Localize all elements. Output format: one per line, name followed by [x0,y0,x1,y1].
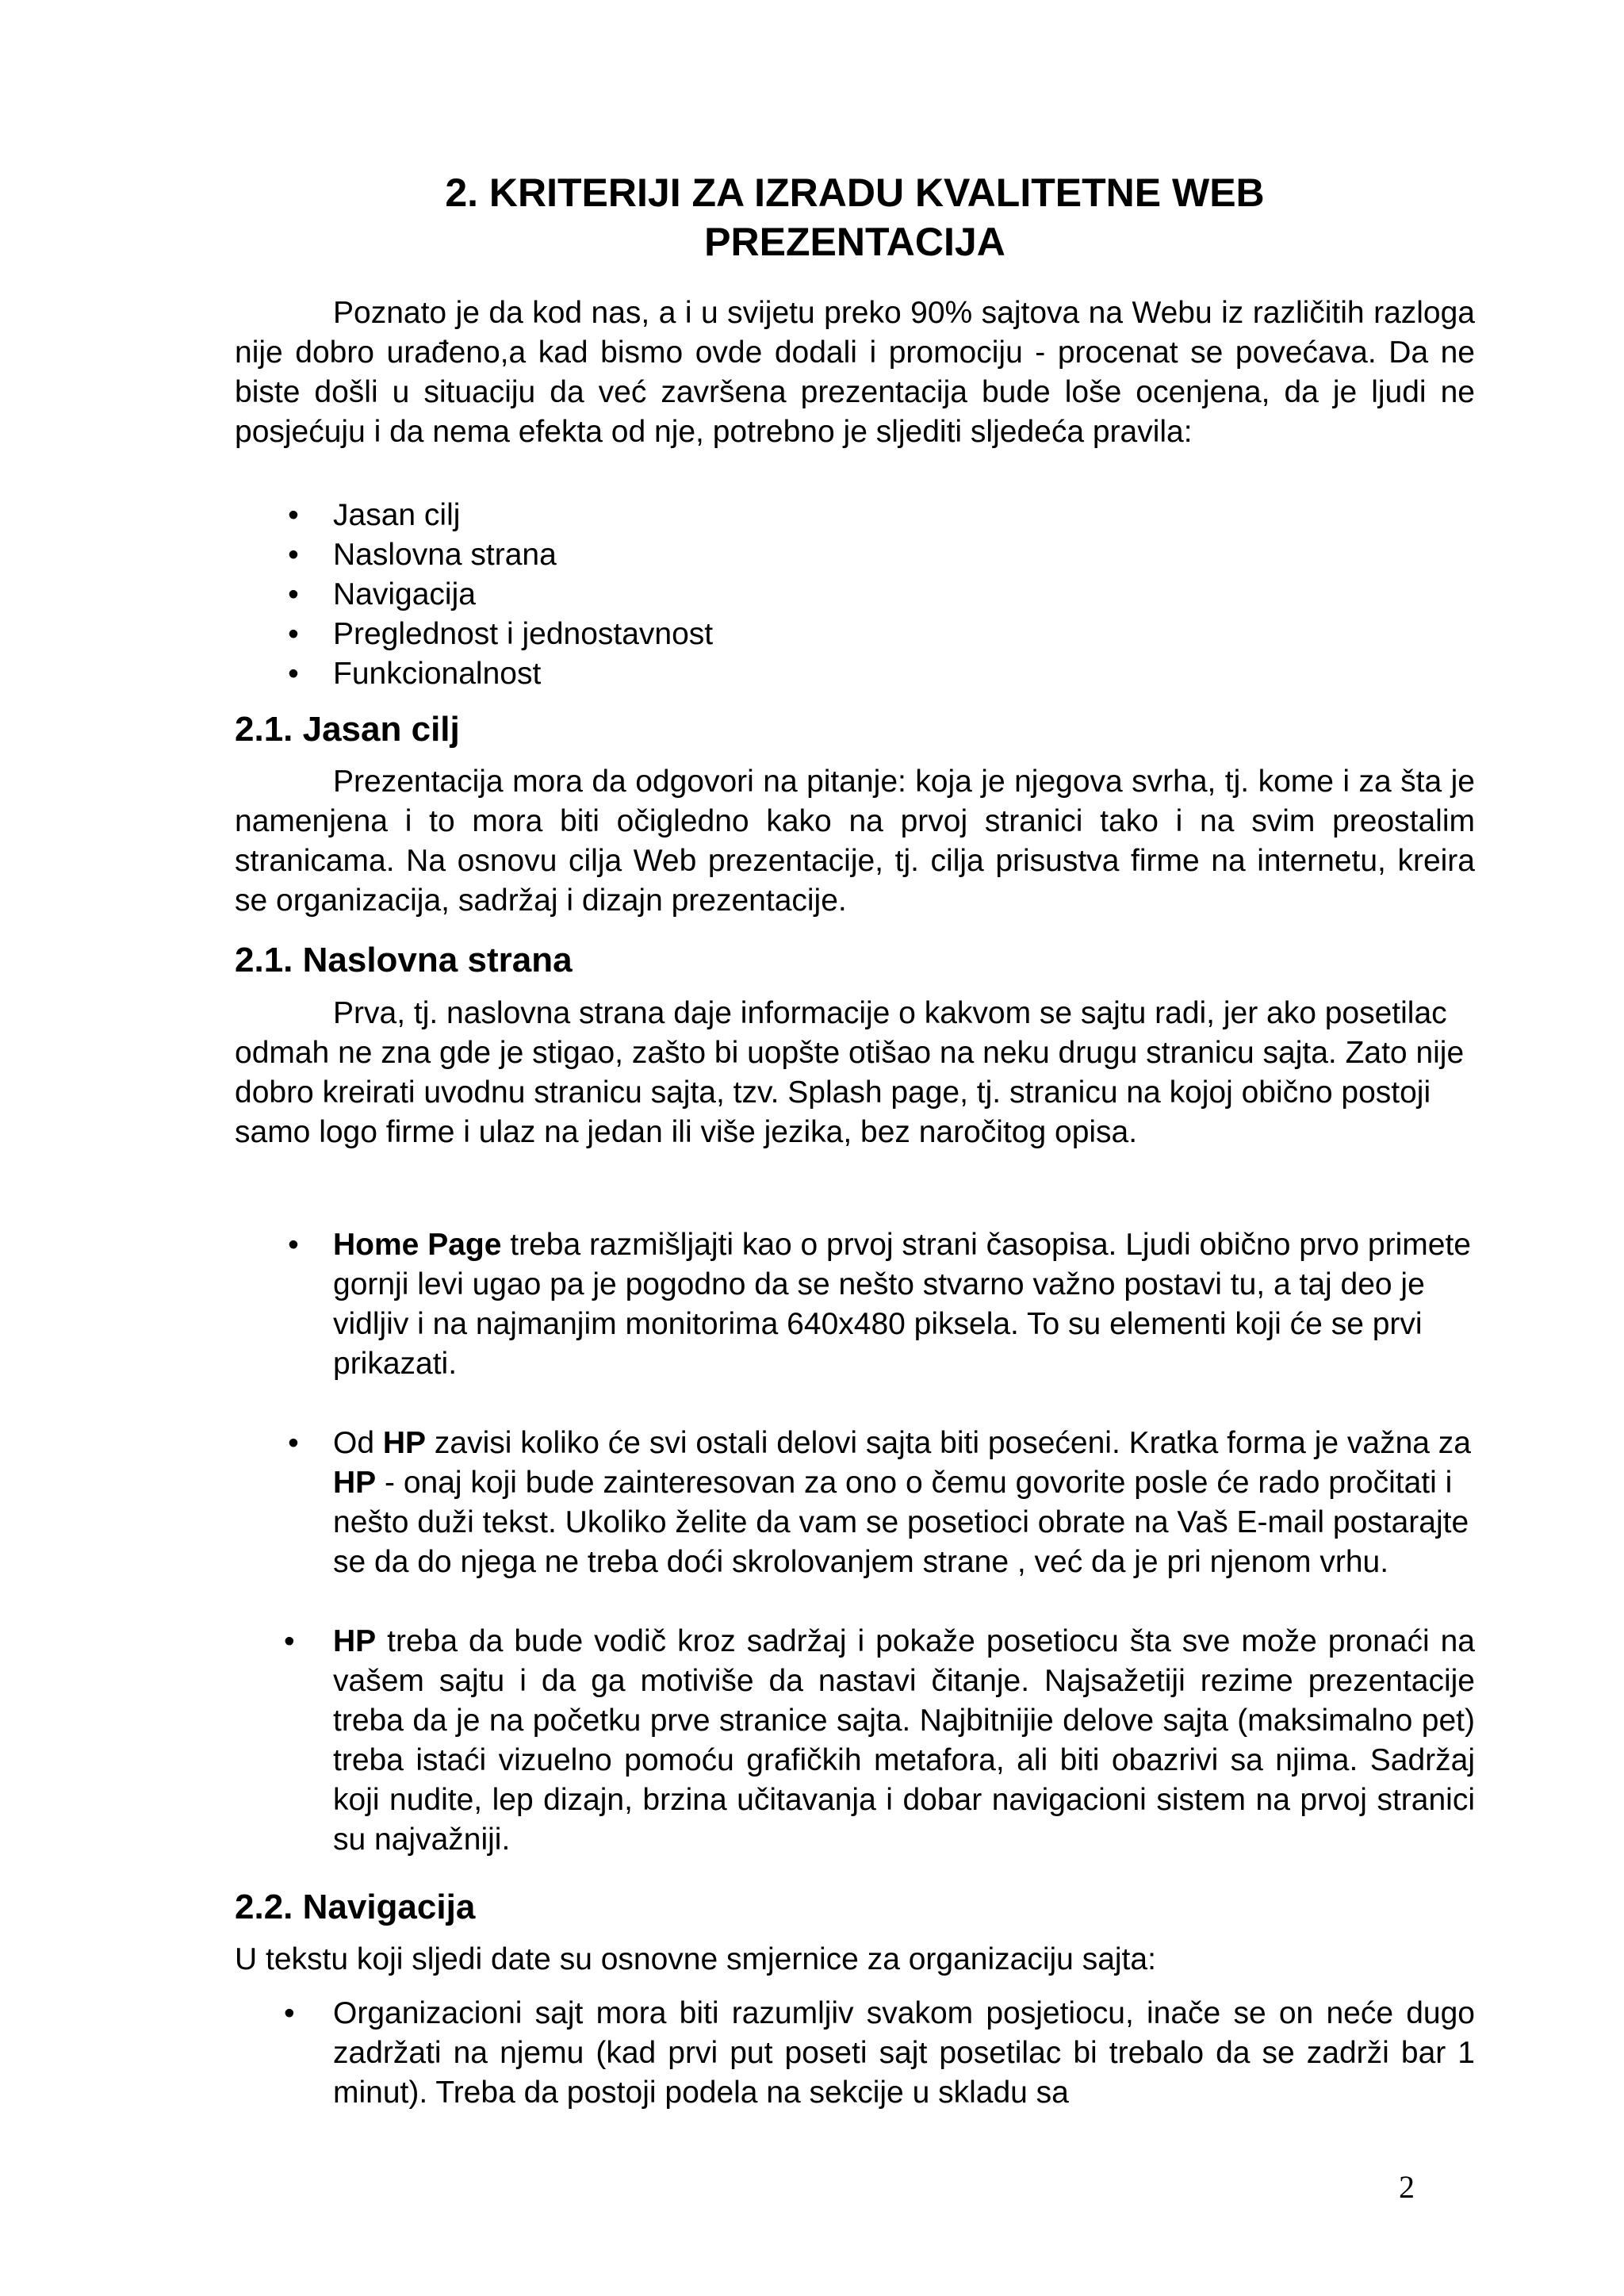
list-item-body: treba razmišljajti kao o prvoj strani časopisa. Ljudi obično prvo primete gornji levi ugao pa je pogodno da se nešto stvarno važno postavi tu, a taj deo je vidljiv i na najmanjim monitorima 640x480 piksela. To su elementi koji će se prvi prikazati. [333,1228,1471,1381]
section-paragraph-jasan-cilj: Prezentacija mora da odgovori na pitanje: koja je njegova svrha, tj. kome i za šta je namenjena i to mora biti očigledno kako na prvoj stranici tako i na svim preostalim stranicama. Na osnovu cilja Web prezentacije, tj. cilja prisustva firme na internetu, kreira se organizacija, sadržaj i dizajn prezentacije. [235,765,1475,918]
list-item-text: Jasan cilj [333,498,461,532]
bullet-icon: • [288,498,299,532]
list-item [235,1225,1475,1384]
bold-term: HP [382,1426,427,1460]
list-item [235,496,1475,535]
section-heading-jasan-cilj: 2.1. Jasan cilj [235,710,460,749]
bullet-icon: • [288,617,299,651]
bullet-icon: • [288,657,299,691]
list-item-text: Funkcionalnost [333,657,542,691]
navigation-list [235,1994,1475,2113]
list-item [235,654,1475,694]
list-item [235,1994,1475,2113]
page-title-line-2: PREZENTACIJA [704,220,1005,264]
list-item [235,1622,1475,1860]
list-item-text: Preglednost i jednostavnost [333,617,714,651]
home-page-list [235,1225,1475,1899]
list-item [235,615,1475,654]
bold-term: Home Page [333,1228,502,1262]
list-item [235,1424,1475,1582]
list-item [235,535,1475,575]
list-item-text [333,1225,1475,1384]
section-intro-navigacija: U tekstu koji sljedi date su osnovne smjernice za organizaciju sajta: [235,1942,1156,1976]
list-item-body: - onaj koji bude zainteresovan za ono o čemu govorite posle će rado pročitati i nešto duži tekst. Ukoliko želite da vam se posetioci obrate na Vaš E-mail postarajte se da do njega ne treba doći skrolovanjem strane , već da je pri njenom vrhu. [333,1466,1469,1579]
section-paragraph-naslovna-strana: Prva, tj. naslovna strana daje informacije o kakvom se sajtu radi, jer ako posetilac odmah ne zna gde je stigao, zašto bi uopšte otišao na neku drugu stranicu sajta. Zato nije dobro kreirati uvodnu stranicu sajta, tzv. Splash page, tj. stranicu na kojoj obično postoji samo logo firme i ulaz na jedan ili više jezika, bez naročitog opisa. [235,996,1465,1149]
list-item-body: zavisi koliko će svi ostali delovi sajta biti posećeni. Kratka forma je važna za [426,1426,1471,1460]
bullet-icon: • [288,538,299,572]
bullet-icon: • [288,1426,299,1460]
list-item-text [333,1424,1475,1582]
section-heading-naslovna-strana: 2.1. Naslovna strana [235,941,573,979]
bold-term: HP [333,1466,377,1500]
list-item-text: Naslovna strana [333,538,557,572]
page-title [235,168,1475,266]
bullet-icon: • [284,1624,295,1658]
bold-term: HP [333,1624,377,1658]
list-item-body: Od [333,1426,383,1460]
bullet-icon: • [288,1228,299,1262]
section-heading-navigacija: 2.2. Navigacija [235,1888,476,1926]
list-item-body: treba da bude vodič kroz sadržaj i pokaže posetiocu šta sve može pronaći na vašem sajtu i da ga motiviše da nastavi čitanje. Najsažetiji rezime prezentacije treba da je na početku prve stranice sajta. Najbitnijie delove sajta (maksimalno pet) treba istaći vizuelno pomoću grafičkih metafora, ali biti obazrivi sa njima. Sadržaj koji nudite, lep dizajn, brzina učitavanja i dobar navigacioni sistem na prvoj stranici su najvažniji. [333,1624,1475,1857]
page-number: 2 [1399,2169,1415,2205]
rules-list [235,496,1475,694]
intro-paragraph: Poznato je da kod nas, a i u svijetu preko 90% sajtova na Webu iz različitih razloga nije dobro urađeno,a kad bismo ovde dodali i promociju - procenat se povećava. Da ne biste došli u situaciju da već završena prezentacija bude loše ocenjena, da je ljudi ne posjećuju i da nema efekta od nje, potrebno je sljediti sljedeća pravila: [235,296,1475,449]
bullet-icon: • [288,577,299,611]
bullet-icon: • [284,1996,295,2030]
list-item-text: Organizacioni sajt mora biti razumljiv svakom posjetiocu, inače se on neće dugo zadržati na njemu (kad prvi put poseti sajt posetilac bi trebalo da se zadrži bar 1 minut). Treba da postoji podela na sekcije u skladu sa [333,1996,1475,2110]
list-item-text: Navigacija [333,577,476,611]
page-title-line-1: 2. KRITERIJI ZA IZRADU KVALITETNE WEB [445,171,1265,215]
list-item [235,575,1475,615]
list-item-text [333,1622,1475,1860]
